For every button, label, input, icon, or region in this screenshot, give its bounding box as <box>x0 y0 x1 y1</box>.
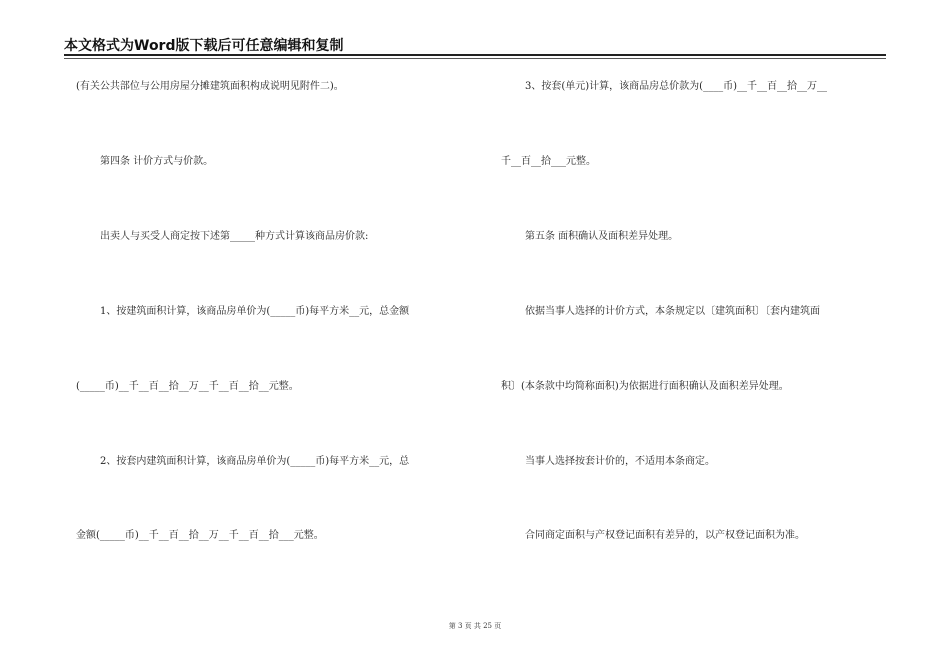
right-line-3: 第五条 面积确认及面积差异处理。 <box>525 231 679 242</box>
right-line-2: 千__百__拾___元整。 <box>501 156 596 167</box>
document-header-title: 本文格式为Word版下载后可任意编辑和复制 <box>64 38 344 54</box>
left-line-7: 金额(_____币)__千__百__拾__万__千__百__拾___元整。 <box>76 530 324 541</box>
left-line-5: (_____币)__千__百__拾__万__千__百__拾__元整。 <box>76 381 299 392</box>
right-line-4: 依据当事人选择的计价方式，本条规定以〔建筑面积〕〔套内建筑面 <box>525 306 820 317</box>
left-line-2: 第四条 计价方式与价款。 <box>100 156 214 167</box>
right-line-1: 3、按套(单元)计算，该商品房总价款为(____币)__千__百__拾__万__ <box>525 81 827 92</box>
left-line-4: 1、按建筑面积计算，该商品房单价为(_____币)每平方米__元，总金额 <box>100 306 410 317</box>
page-number-footer: 第 3 页 共 25 页 <box>448 622 502 630</box>
left-line-1: (有关公共部位与公用房屋分摊建筑面积构成说明见附件二)。 <box>76 81 344 92</box>
left-line-6: 2、按套内建筑面积计算，该商品房单价为(_____币)每平方米__元，总 <box>100 456 410 467</box>
header-rule-thin <box>64 58 886 59</box>
right-line-6: 当事人选择按套计价的，不适用本条商定。 <box>525 456 715 467</box>
left-line-3: 出卖人与买受人商定按下述第_____种方式计算该商品房价款: <box>100 231 369 242</box>
right-line-5: 积〕(本条款中均简称面积)为依据进行面积确认及面积差异处理。 <box>501 381 789 392</box>
right-line-7: 合同商定面积与产权登记面积有差异的，以产权登记面积为准。 <box>525 530 805 541</box>
header-rule-thick <box>64 54 886 56</box>
